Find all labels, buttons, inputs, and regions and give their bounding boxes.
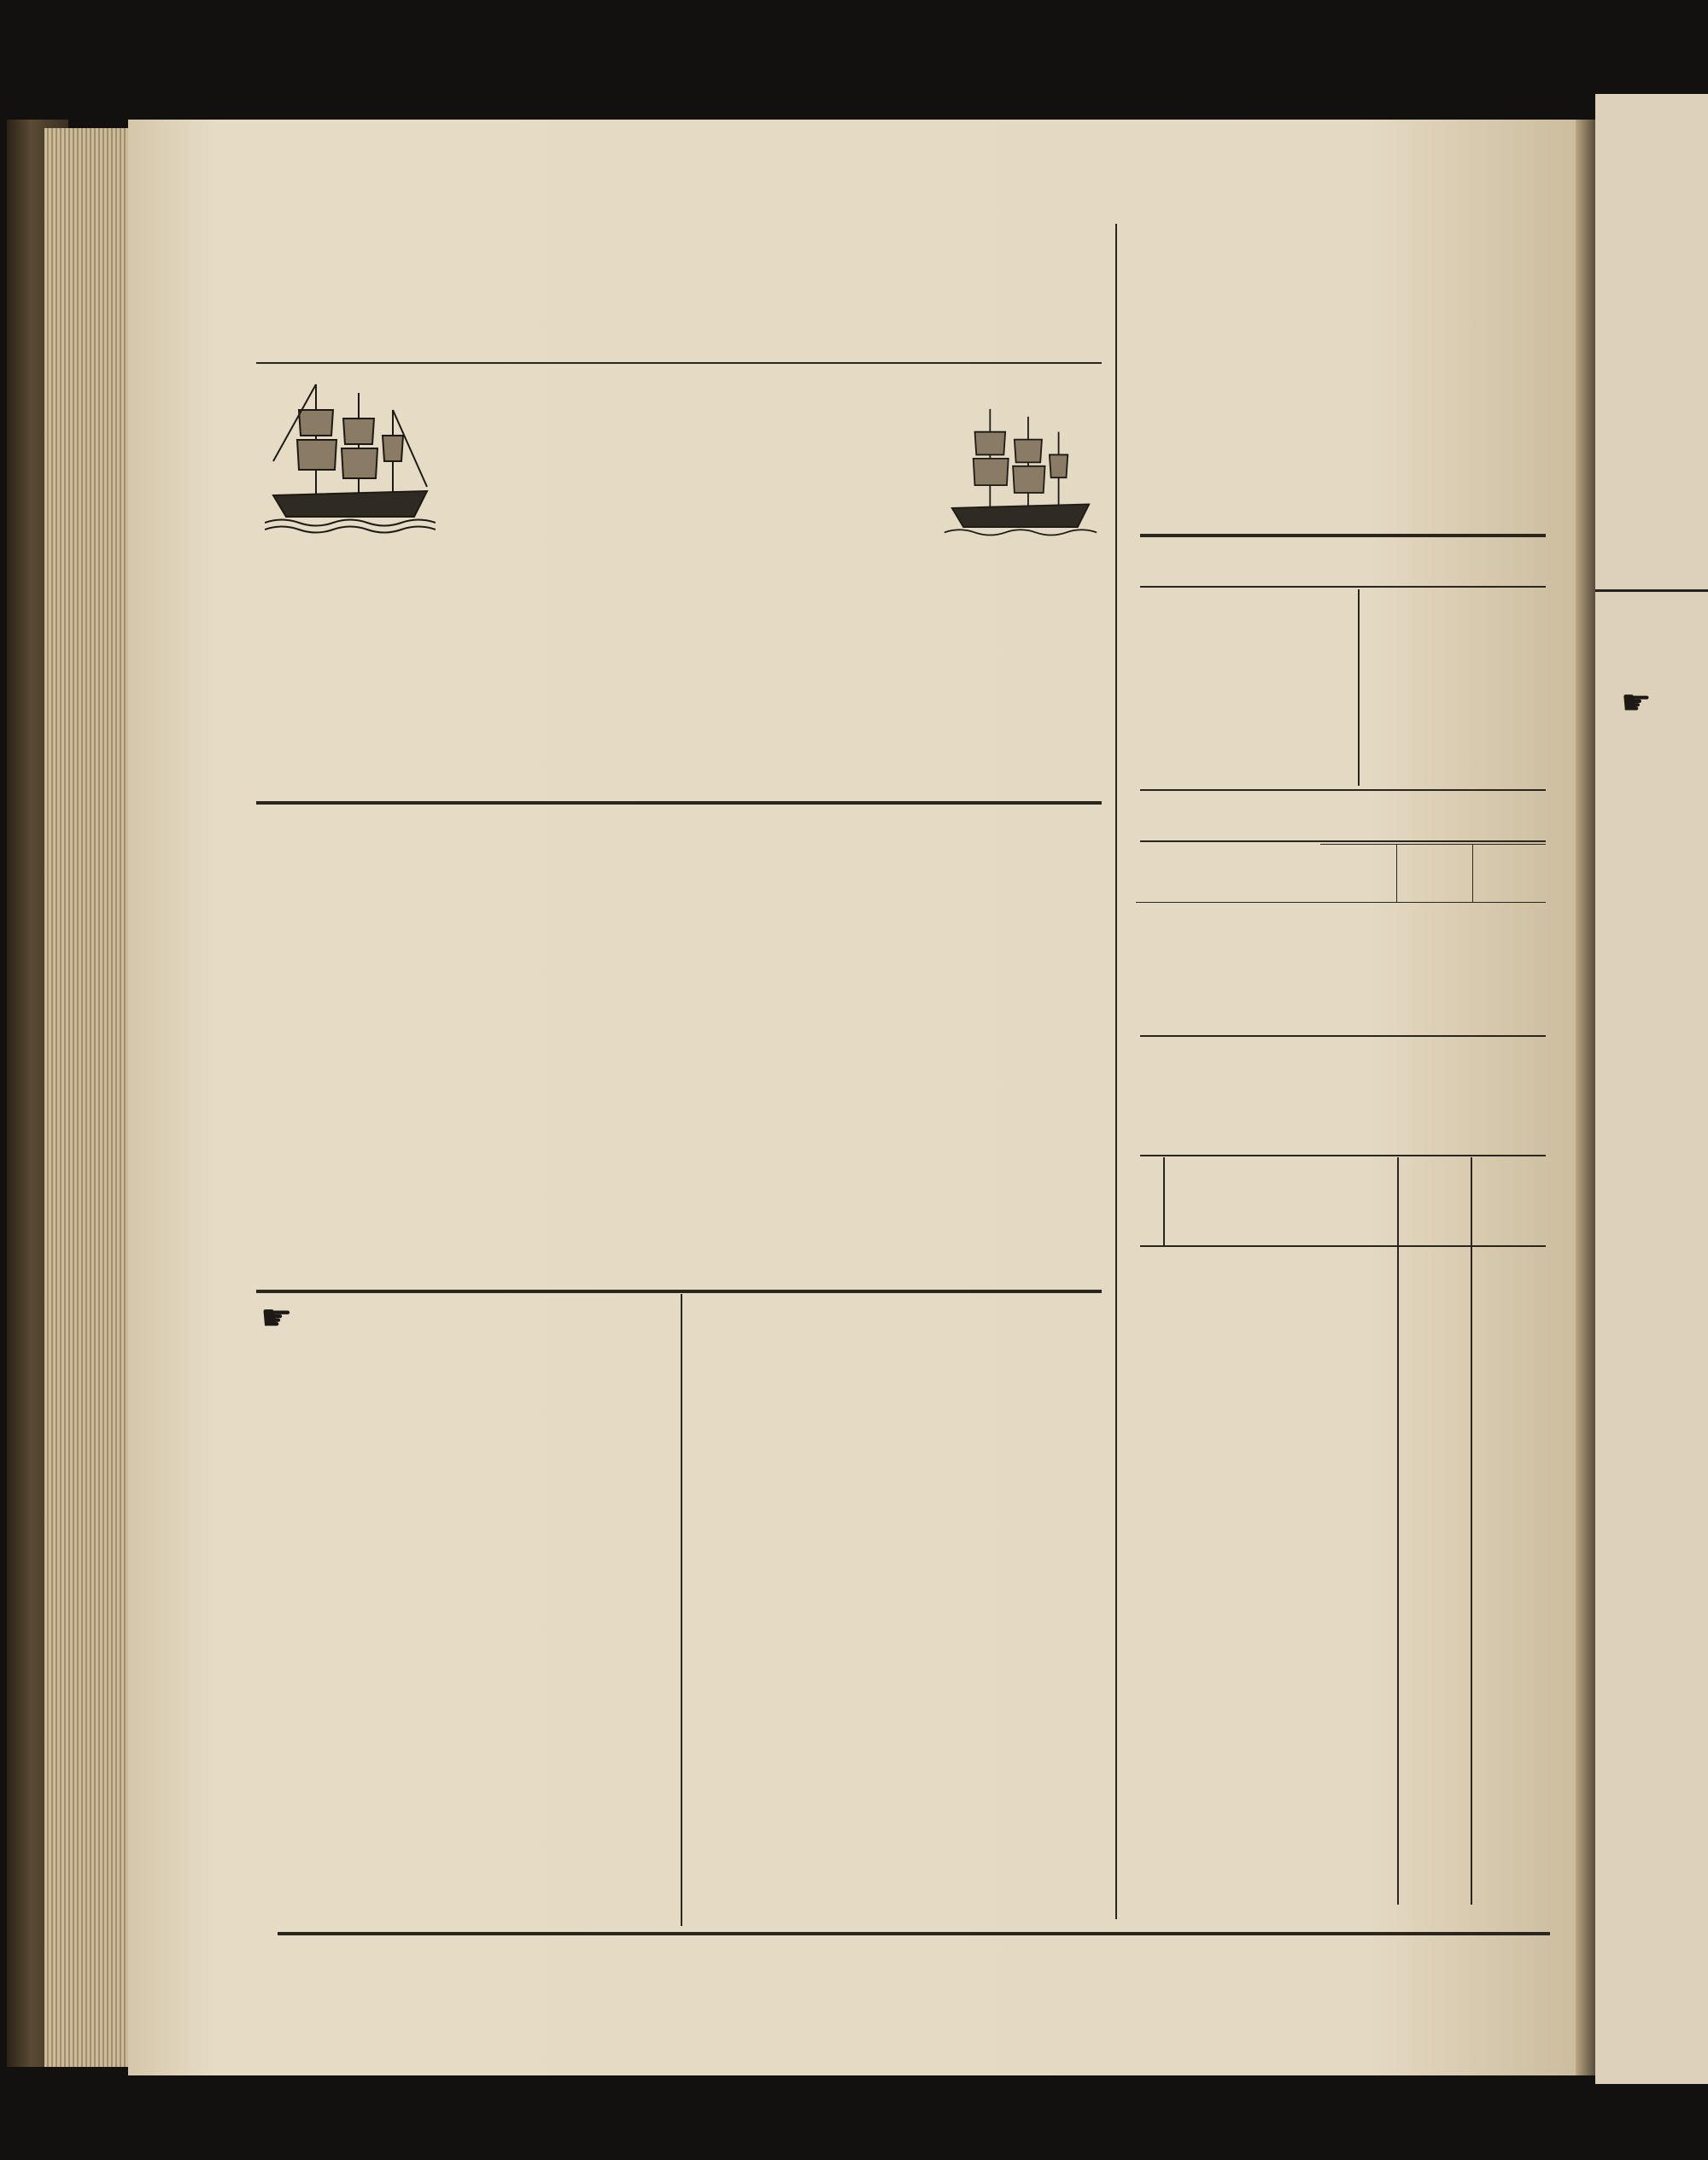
rule bbox=[256, 801, 1102, 805]
unit-kr bbox=[1359, 903, 1396, 904]
column-divider bbox=[1115, 224, 1117, 1919]
rule bbox=[1140, 1035, 1546, 1037]
rule bbox=[1140, 586, 1546, 588]
cours-divider bbox=[1358, 589, 1360, 786]
frucht-place2 bbox=[1396, 845, 1472, 903]
rule bbox=[1163, 1157, 1165, 1247]
unit-fl bbox=[1396, 903, 1434, 904]
ship-illustration-right bbox=[939, 401, 1102, 542]
frucht-place1 bbox=[1321, 845, 1397, 903]
rule bbox=[1140, 534, 1546, 537]
subcolumn-divider bbox=[681, 1294, 682, 1926]
pointing-hand-icon: ☛ bbox=[1621, 683, 1652, 723]
rule bbox=[1397, 1157, 1399, 1905]
pointing-hand-icon: ☛ bbox=[260, 1297, 293, 1338]
rule bbox=[1595, 589, 1708, 592]
footer-rule bbox=[278, 1932, 1550, 1935]
rule bbox=[1140, 789, 1546, 791]
unit-kr bbox=[1435, 903, 1472, 904]
frucht-table-wrap bbox=[1136, 844, 1550, 903]
rule bbox=[1140, 1155, 1546, 1156]
right-facing-page bbox=[1595, 94, 1708, 2084]
frucht-place3 bbox=[1472, 845, 1546, 903]
frucht-gattung bbox=[1136, 844, 1321, 903]
unit-fl bbox=[1321, 903, 1359, 904]
frucht-table bbox=[1136, 844, 1546, 903]
rule bbox=[256, 362, 1102, 364]
ship-illustration-left bbox=[265, 376, 436, 534]
unit-fl bbox=[1472, 903, 1510, 904]
rule bbox=[1140, 840, 1546, 842]
rule bbox=[1140, 1245, 1546, 1247]
rule bbox=[1471, 1157, 1472, 1905]
unit-kr bbox=[1511, 903, 1546, 904]
rule bbox=[256, 1290, 1102, 1293]
